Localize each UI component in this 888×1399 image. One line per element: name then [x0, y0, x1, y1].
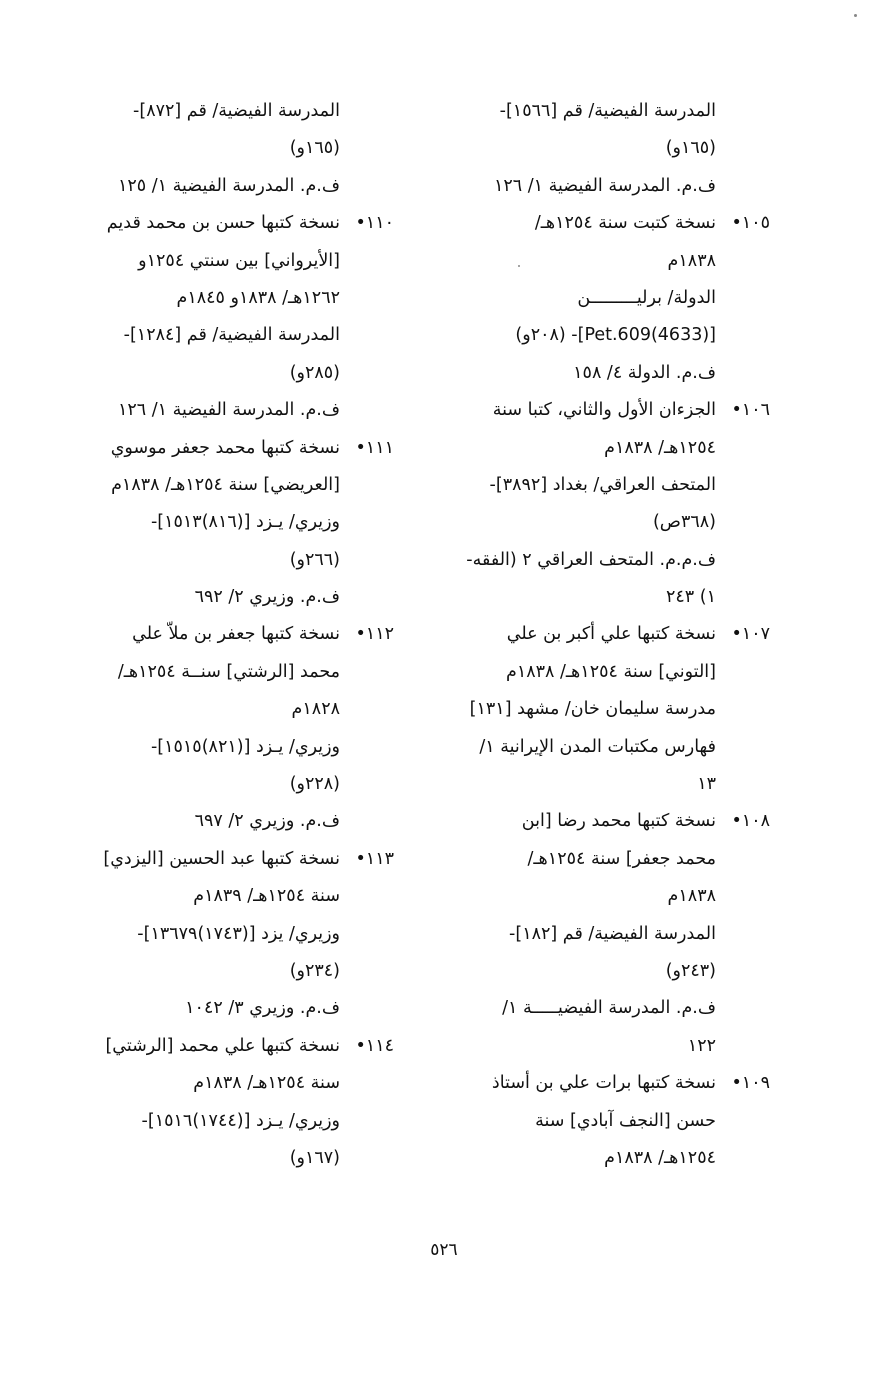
entry-text: ١٨٢٨م	[291, 699, 340, 720]
entry-text: (١٦٥و)	[289, 138, 340, 159]
entry-text: محمد [الرشتي] سنــة ١٢٥٤هـ/	[117, 661, 340, 682]
entry-text: (٣٦٨ص)	[652, 512, 716, 533]
entry-line	[52, 355, 392, 392]
entry-line	[52, 841, 392, 878]
entry-line	[428, 1028, 768, 1065]
left-column	[52, 93, 392, 1177]
entry-line	[52, 916, 392, 953]
entry-text: (٢٦٦و)	[289, 549, 340, 570]
entry-line	[428, 130, 768, 167]
entry-line	[428, 542, 768, 579]
entry-line	[428, 990, 768, 1027]
entry-line	[52, 729, 392, 766]
entry-text: الدولة/ برليـــــــــن	[577, 287, 716, 308]
entry-line	[428, 168, 768, 205]
entry-text: نسخة كتبها جعفر بن ملاّ علي	[132, 624, 340, 645]
entry-line	[52, 504, 392, 541]
entry-line	[52, 205, 392, 242]
entry-line	[428, 243, 768, 280]
entry-line	[428, 878, 768, 915]
entry-line	[52, 654, 392, 691]
entry-line	[428, 355, 768, 392]
entry-text: [الأيرواني] بين سنتي ١٢٥٤و	[138, 250, 340, 271]
entry-text: (١٦٥و)	[665, 138, 716, 159]
entry-line	[52, 280, 392, 317]
entry-line	[52, 766, 392, 803]
entry-text: مدرسة سليمان خان/ مشهد [١٣١]	[469, 699, 716, 720]
entry-text: (٢٨٥و)	[289, 362, 340, 383]
entry-line	[52, 1065, 392, 1102]
entry-line	[428, 766, 768, 803]
entry-text: ف.م. المدرسة الفيضية ١/ ١٢٦	[117, 400, 340, 421]
entry-number: ١٠٥•	[731, 213, 770, 234]
entry-text: ١٢٥٤هـ/ ١٨٣٨م	[604, 1147, 716, 1168]
entry-line	[52, 93, 392, 130]
entry-line	[428, 1065, 768, 1102]
entry-line	[428, 654, 768, 691]
entry-text: [العريضي] سنة ١٢٥٤هـ/ ١٨٣٨م	[111, 474, 340, 495]
entry-text: سنة ١٢٥٤هـ/ ١٨٣٨م	[193, 1073, 340, 1094]
entry-text: ١٨٣٨م	[667, 886, 716, 907]
entry-text: ف.م. المدرسة الفيضية ١/ ١٢٥	[117, 175, 340, 196]
entry-number: ١٠٨•	[731, 811, 770, 832]
entry-line	[52, 243, 392, 280]
entry-line	[52, 878, 392, 915]
entry-number: ١١٠•	[355, 213, 394, 234]
entry-text: نسخة كتبها علي أكبر بن علي	[506, 624, 716, 645]
entry-line	[52, 168, 392, 205]
entry-line	[428, 579, 768, 616]
entry-line	[428, 430, 768, 467]
entry-text: المدرسة الفيضية/ قم [١٥٦٦]-	[499, 101, 716, 121]
entry-line	[52, 691, 392, 728]
entry-line	[52, 317, 392, 354]
entry-text: الجزءان الأول والثاني، كتبا سنة	[492, 400, 716, 421]
entry-line	[428, 1140, 768, 1177]
entry-text: وزيري/ يـزد [(١٧٤٤)١٥١٦]-	[141, 1110, 340, 1131]
entry-line	[52, 542, 392, 579]
entry-number: ١١٣•	[355, 848, 394, 869]
entry-text: حسن [النجف آبادي] سنة	[535, 1110, 716, 1131]
entry-line	[52, 130, 392, 167]
entry-line	[428, 953, 768, 990]
entry-line	[52, 467, 392, 504]
page-number: ٥٢٦	[430, 1240, 458, 1260]
entry-line	[428, 317, 768, 354]
entry-text: وزيري/ يـزد [(٨١٦)١٥١٣]-	[150, 512, 340, 533]
entry-number: ١٠٦•	[731, 400, 770, 421]
entry-line	[428, 916, 768, 953]
entry-line	[428, 841, 768, 878]
entry-text: المتحف العراقي/ بغداد [٣٨٩٢]-	[489, 474, 716, 495]
entry-line	[428, 504, 768, 541]
entry-text: (٢٢٨و)	[289, 774, 340, 795]
entry-text: فهارس مكتبات المدن الإيرانية ١/	[479, 736, 716, 757]
entry-text: ف.م. الدولة ٤/ ١٥٨	[573, 362, 716, 383]
entry-text: ١٢٦٢هـ/ ١٨٣٨و ١٨٤٥م	[176, 287, 340, 308]
entry-text: [التوني] سنة ١٢٥٤هـ/ ١٨٣٨م	[506, 661, 716, 682]
entry-text: ١٢٢	[687, 1035, 716, 1056]
entry-line	[52, 803, 392, 840]
entry-line	[428, 691, 768, 728]
entry-line	[428, 1103, 768, 1140]
entry-text: [(4633)Pet.609]- (٢٠٨و)	[515, 325, 716, 346]
entry-text: نسخة كتبها محمد رضا [ابن	[521, 811, 716, 832]
entry-line	[52, 616, 392, 653]
entry-text: ١٣	[697, 774, 716, 795]
entry-line	[428, 616, 768, 653]
right-column	[428, 93, 768, 1177]
entry-text: ١) ٢٤٣	[666, 587, 716, 608]
entry-text: نسخة كتبت سنة ١٢٥٤هـ/	[534, 213, 716, 234]
entry-text: ف.م. وزيري ٢/ ٦٩٢	[194, 587, 340, 608]
entry-text: ف.م.م. المتحف العراقي ٢ (الفقه-	[466, 549, 716, 570]
entry-text: ف.م. المدرسة الفيضيـــــة ١/	[502, 998, 716, 1019]
entry-text: سنة ١٢٥٤هـ/ ١٨٣٩م	[193, 886, 340, 907]
entry-line	[428, 93, 768, 130]
entry-text: ١٢٥٤هـ/ ١٨٣٨م	[604, 437, 716, 458]
entry-number: ١٠٧•	[731, 624, 770, 645]
entry-text: المدرسة الفيضية/ قم [٨٧٢]-	[133, 101, 340, 121]
entry-line	[428, 392, 768, 429]
entry-text: وزيري/ يزد [(١٧٤٣)١٣٦٧٩]-	[137, 923, 340, 944]
entry-text: (٢٣٤و)	[289, 960, 340, 981]
entry-line	[52, 990, 392, 1027]
entry-line	[428, 205, 768, 242]
entry-line	[52, 579, 392, 616]
entry-text: ف.م. وزيري ٢/ ٦٩٧	[194, 811, 340, 832]
entry-text: ١٨٣٨م	[667, 250, 716, 271]
entry-text: نسخة كتبها عبد الحسين [اليزدي]	[103, 848, 340, 869]
entry-number: ١١٢•	[355, 624, 394, 645]
entry-text: نسخة كتبها حسن بن محمد قديم	[106, 213, 340, 234]
entry-text: نسخة كتبها علي محمد [الرشتي]	[105, 1035, 340, 1056]
entry-text: (٢٤٣و)	[665, 960, 716, 981]
entry-text: محمد جعفر] سنة ١٢٥٤هـ/	[527, 848, 716, 869]
entry-number: ١١٤•	[355, 1035, 394, 1056]
entry-text: (١٦٧و)	[289, 1147, 340, 1168]
entry-text: نسخة كتبها برات علي بن أستاذ	[491, 1073, 716, 1094]
entry-text: ف.م. وزيري ٣/ ١٠٤٢	[185, 998, 340, 1019]
entry-text: المدرسة الفيضية/ قم [١٢٨٤]-	[123, 325, 340, 346]
entry-line	[52, 392, 392, 429]
entry-line	[428, 803, 768, 840]
entry-line	[428, 280, 768, 317]
entry-text: ف.م. المدرسة الفيضية ١/ ١٢٦	[493, 175, 716, 196]
entry-line	[428, 467, 768, 504]
entry-line	[52, 430, 392, 467]
entry-line	[52, 1103, 392, 1140]
entry-number: ١٠٩•	[731, 1073, 770, 1094]
entry-text: المدرسة الفيضية/ قم [١٨٢]-	[509, 923, 716, 944]
entry-text: نسخة كتبها محمد جعفر موسوي	[110, 437, 340, 458]
entry-line	[52, 953, 392, 990]
entry-line	[52, 1140, 392, 1177]
entry-line	[428, 729, 768, 766]
entry-text: وزيري/ يـزد [(٨٢١)١٥١٥]-	[150, 736, 340, 757]
scan-speck	[854, 14, 857, 17]
entry-line	[52, 1028, 392, 1065]
entry-number: ١١١•	[355, 437, 394, 458]
